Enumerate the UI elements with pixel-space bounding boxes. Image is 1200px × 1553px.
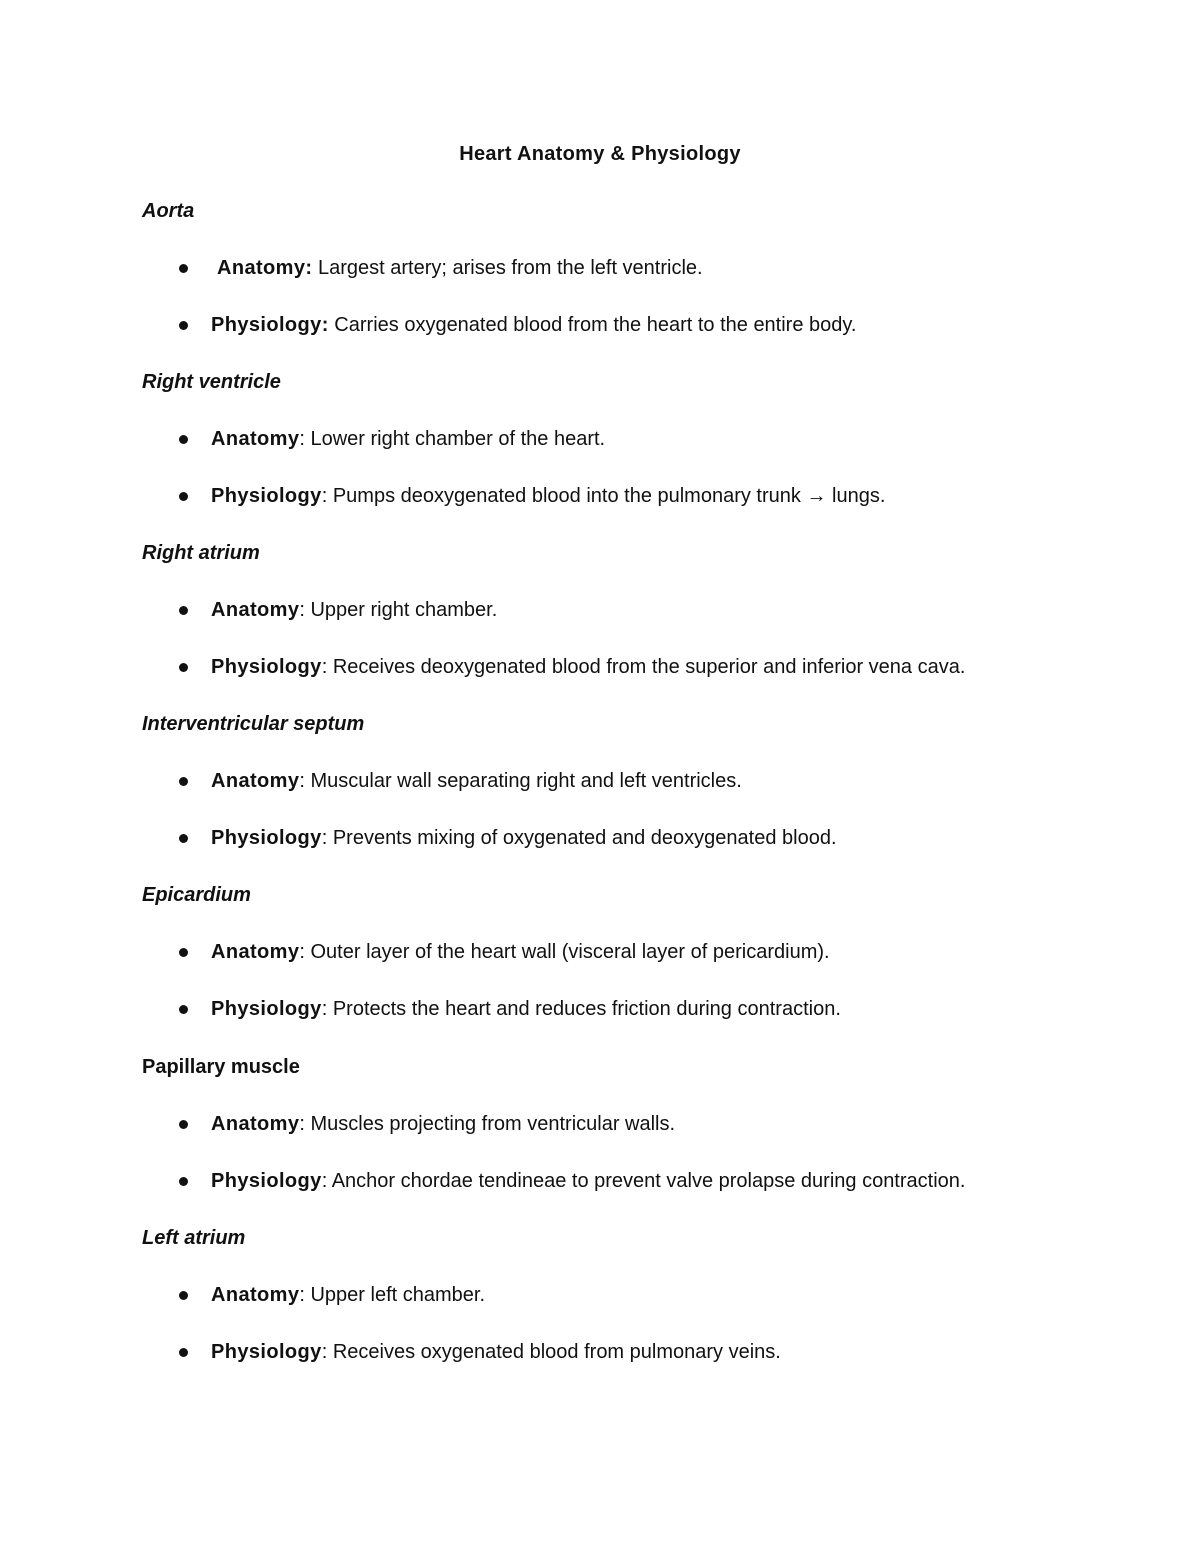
bullet-list [142,597,1102,680]
item-term: Anatomy [211,770,300,792]
section-heading: Aorta [142,200,195,222]
section-heading: Papillary muscle [142,1056,300,1078]
item-term: Physiology [211,1170,322,1192]
list-item-physiology [142,1339,1102,1365]
list-item-physiology [142,996,1102,1022]
bullet-icon [179,264,188,273]
list-item-anatomy [142,255,1102,281]
list-item-anatomy [142,597,1102,623]
item-term: Physiology [211,485,322,507]
item-description: : Outer layer of the heart wall (visceral layer of pericardium). [299,941,830,963]
item-description: : Muscular wall separating right and left ventricles. [299,770,742,792]
bullet-list [142,255,1102,338]
document-title: Heart Anatomy & Physiology [459,143,741,165]
list-item-physiology [142,312,1102,338]
item-term: Anatomy: [217,257,313,279]
bullet-list [142,939,1102,1022]
item-description: : Protects the heart and reduces friction during contraction. [321,998,841,1020]
bullet-icon [179,435,188,444]
item-description: Largest artery; arises from the left ventricle. [312,257,703,279]
item-term: Anatomy [211,1284,300,1306]
item-term: Physiology: [211,314,329,336]
item-term: Anatomy [211,599,300,621]
item-term: Physiology [211,998,322,1020]
section-left-atrium [142,1225,1102,1365]
list-item-anatomy [142,939,1102,965]
item-description: : Upper left chamber. [299,1284,486,1306]
bullet-icon [179,492,188,501]
list-item-physiology [142,654,1102,680]
section-right-atrium [142,540,1102,680]
bullet-list [142,426,1102,509]
item-description: : Receives oxygenated blood from pulmonary veins. [321,1341,781,1363]
bullet-list [142,768,1102,851]
bullet-icon [179,321,188,330]
item-term: Physiology [211,827,322,849]
item-description: : Muscles projecting from ventricular walls. [299,1113,676,1135]
bullet-icon [179,834,188,843]
section-heading: Right ventricle [142,371,281,393]
list-item-physiology [142,1168,1102,1194]
bullet-icon [179,1177,188,1186]
list-item-anatomy [142,1282,1102,1308]
section-heading: Epicardium [142,884,251,906]
bullet-icon [179,1005,188,1014]
list-item-anatomy [142,1111,1102,1137]
section-heading: Right atrium [142,542,260,564]
item-description: : Pumps deoxygenated blood into the pulmonary trunk → lungs. [321,485,886,507]
bullet-icon [179,1291,188,1300]
section-right-ventricle [142,369,1102,509]
section-epicardium [142,882,1102,1022]
item-description: : Anchor chordae tendineae to prevent valve prolapse during contraction. [321,1170,966,1192]
bullet-list [142,1282,1102,1365]
bullet-icon [179,948,188,957]
bullet-icon [179,777,188,786]
bullet-icon [179,1120,188,1129]
item-term: Anatomy [211,941,300,963]
item-description: : Lower right chamber of the heart. [299,428,606,450]
item-term: Anatomy [211,428,300,450]
item-term: Physiology [211,1341,322,1363]
section-heading: Interventricular septum [142,713,365,735]
item-description: : Prevents mixing of oxygenated and deoxygenated blood. [321,827,837,849]
bullet-icon [179,1348,188,1357]
item-term: Anatomy [211,1113,300,1135]
section-papillary-muscle [142,1054,1102,1194]
list-item-anatomy [142,768,1102,794]
list-item-anatomy [142,426,1102,452]
list-item-physiology [142,825,1102,851]
item-description: Carries oxygenated blood from the heart to the entire body. [328,314,857,336]
section-heading: Left atrium [142,1227,246,1249]
item-term: Physiology [211,656,322,678]
bullet-icon [179,606,188,615]
section-aorta [142,198,1102,338]
section-interventricular-septum [142,711,1102,851]
list-item-physiology [142,483,1102,509]
bullet-list [142,1111,1102,1194]
bullet-icon [179,663,188,672]
item-description: : Receives deoxygenated blood from the superior and inferior vena cava. [321,656,966,678]
item-description: : Upper right chamber. [299,599,498,621]
